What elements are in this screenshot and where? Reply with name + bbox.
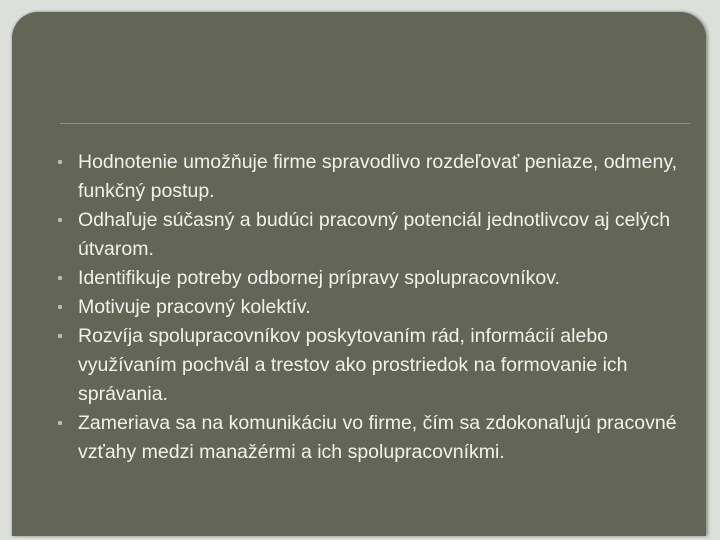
bullet-text: Rozvíja spolupracovníkov poskytovaním rád, informácií alebo využívaním pochvál a trestov ako prostriedok na formovanie ich správania. [78, 325, 628, 405]
bullet-text: Odhaľuje súčasný a budúci pracovný potenciál jednotlivcov aj celých útvarom. [78, 209, 671, 260]
bullet-text: Hodnotenie umožňuje firme spravodlivo rozdeľovať peniaze, odmeny, funkčný postup. [78, 151, 678, 202]
square-bullet-icon [58, 160, 62, 164]
title-divider [60, 123, 690, 124]
square-bullet-icon [58, 334, 62, 338]
bullet-text: Motivuje pracovný kolektív. [78, 296, 311, 318]
bullet-text: Zameriava sa na komunikáciu vo firme, čím sa zdokonaľujú pracovné vzťahy medzi manažérmi a ich spolupracovníkmi. [78, 412, 677, 463]
bullet-item [58, 409, 688, 467]
bullet-text: Identifikuje potreby odbornej prípravy spolupracovníkov. [78, 267, 560, 289]
square-bullet-icon [58, 421, 62, 425]
square-bullet-icon [58, 218, 62, 222]
square-bullet-icon [58, 276, 62, 280]
bullet-item [58, 206, 688, 264]
bullet-item [58, 293, 688, 322]
bullet-item [58, 264, 688, 293]
content-panel [12, 12, 706, 536]
bullet-item [58, 148, 688, 206]
square-bullet-icon [58, 305, 62, 309]
bullet-item [58, 322, 688, 409]
bullet-list [58, 148, 688, 467]
